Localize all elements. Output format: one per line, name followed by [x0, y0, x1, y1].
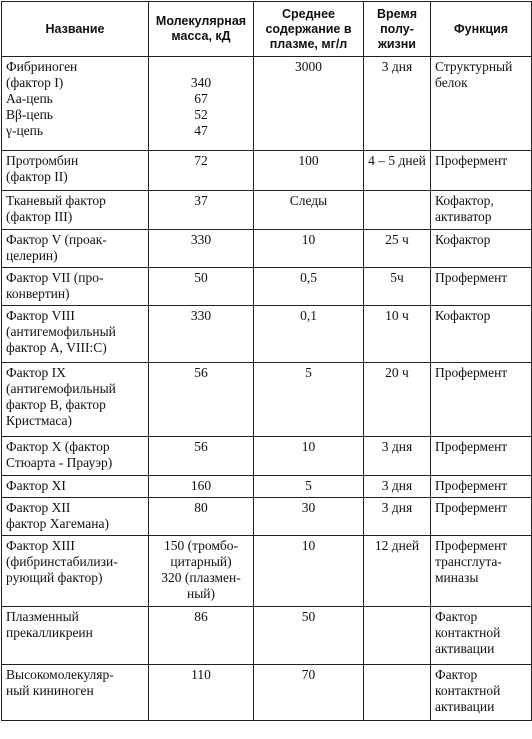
cell-halflife: 20 ч — [364, 363, 431, 437]
header-halflife: Время полу-жизни — [364, 2, 431, 57]
cell-halflife: 3 дня — [364, 57, 431, 151]
cell-halflife: 3 дня — [364, 498, 431, 536]
cell-content: Следы — [254, 191, 364, 230]
table-row — [2, 230, 532, 268]
table-row — [2, 437, 532, 476]
header-name: Название — [2, 2, 149, 57]
cell-mass: 160 — [149, 476, 254, 498]
cell-content: 0,1 — [254, 306, 364, 363]
cell-name: Высокомолекуляр- ный кининоген — [2, 665, 149, 721]
cell-function: Фактор контактной активации — [431, 665, 532, 721]
cell-name: Фактор V (проак- целерин) — [2, 230, 149, 268]
cell-mass: 110 — [149, 665, 254, 721]
cell-content: 30 — [254, 498, 364, 536]
cell-function: Структурный белок — [431, 57, 532, 151]
cell-function: Профермент — [431, 151, 532, 191]
table-row — [2, 151, 532, 191]
cell-function: Профермент — [431, 498, 532, 536]
cell-name: Фактор VIII (антигемофильный фактор А, VIII:С) — [2, 306, 149, 363]
cell-function: Профермент трансглута-миназы — [431, 536, 532, 607]
cell-name: Фактор VII (про- конвертин) — [2, 268, 149, 306]
cell-function: Профермент — [431, 363, 532, 437]
coagulation-factors-table — [1, 1, 532, 721]
cell-content: 10 — [254, 536, 364, 607]
cell-function: Кофактор, активатор — [431, 191, 532, 230]
cell-halflife: 3 дня — [364, 476, 431, 498]
cell-content: 5 — [254, 363, 364, 437]
cell-function: Кофактор — [431, 306, 532, 363]
cell-mass: 330 — [149, 306, 254, 363]
cell-content: 0,5 — [254, 268, 364, 306]
cell-name: Фактор X (фактор Стюарта - Прауэр) — [2, 437, 149, 476]
table-row — [2, 476, 532, 498]
cell-halflife: 4 – 5 дней — [364, 151, 431, 191]
table-row — [2, 665, 532, 721]
cell-mass: 86 — [149, 607, 254, 665]
cell-halflife: 25 ч — [364, 230, 431, 268]
table-row — [2, 57, 532, 151]
cell-name: Тканевый фактор (фактор III) — [2, 191, 149, 230]
table-row — [2, 498, 532, 536]
cell-halflife: 12 дней — [364, 536, 431, 607]
cell-mass: 340 67 52 47 — [149, 57, 254, 151]
table-row — [2, 191, 532, 230]
cell-function: Профермент — [431, 437, 532, 476]
table-row — [2, 268, 532, 306]
cell-mass: 50 — [149, 268, 254, 306]
header-row — [2, 2, 532, 57]
cell-halflife — [364, 607, 431, 665]
cell-function: Фактор контактной активации — [431, 607, 532, 665]
cell-name: Фактор IX (антигемофильный фактор В, фактор Кристмаса) — [2, 363, 149, 437]
cell-halflife: 5ч — [364, 268, 431, 306]
cell-name: Фактор XII фактор Хагемана) — [2, 498, 149, 536]
cell-name: Фактор XI — [2, 476, 149, 498]
table-row — [2, 607, 532, 665]
cell-mass: 72 — [149, 151, 254, 191]
cell-halflife: 10 ч — [364, 306, 431, 363]
cell-content: 10 — [254, 230, 364, 268]
cell-content: 5 — [254, 476, 364, 498]
header-function: Функция — [431, 2, 532, 57]
cell-content: 3000 — [254, 57, 364, 151]
cell-mass: 37 — [149, 191, 254, 230]
cell-mass: 150 (тромбо- цитарный) 320 (плазмен- ный) — [149, 536, 254, 607]
cell-content: 100 — [254, 151, 364, 191]
table-row — [2, 306, 532, 363]
cell-function: Профермент — [431, 476, 532, 498]
cell-halflife: 3 дня — [364, 437, 431, 476]
cell-mass: 80 — [149, 498, 254, 536]
cell-function: Профермент — [431, 268, 532, 306]
cell-content: 50 — [254, 607, 364, 665]
cell-name: Фактор XIII (фибринстабилизи- рующий фактор) — [2, 536, 149, 607]
cell-function: Кофактор — [431, 230, 532, 268]
cell-mass: 330 — [149, 230, 254, 268]
table-row — [2, 363, 532, 437]
cell-mass: 56 — [149, 363, 254, 437]
cell-name: Фибриноген (фактор I) Aa-цепь Bβ-цепь γ-цепь — [2, 57, 149, 151]
cell-name: Плазменный прекалликреин — [2, 607, 149, 665]
cell-content: 10 — [254, 437, 364, 476]
header-content: Среднее содержание в плазме, мг/л — [254, 2, 364, 57]
header-mass: Молекулярная масса, кД — [149, 2, 254, 57]
cell-halflife — [364, 191, 431, 230]
cell-mass: 56 — [149, 437, 254, 476]
cell-content: 70 — [254, 665, 364, 721]
cell-halflife — [364, 665, 431, 721]
table-row — [2, 536, 532, 607]
cell-name: Протромбин (фактор II) — [2, 151, 149, 191]
